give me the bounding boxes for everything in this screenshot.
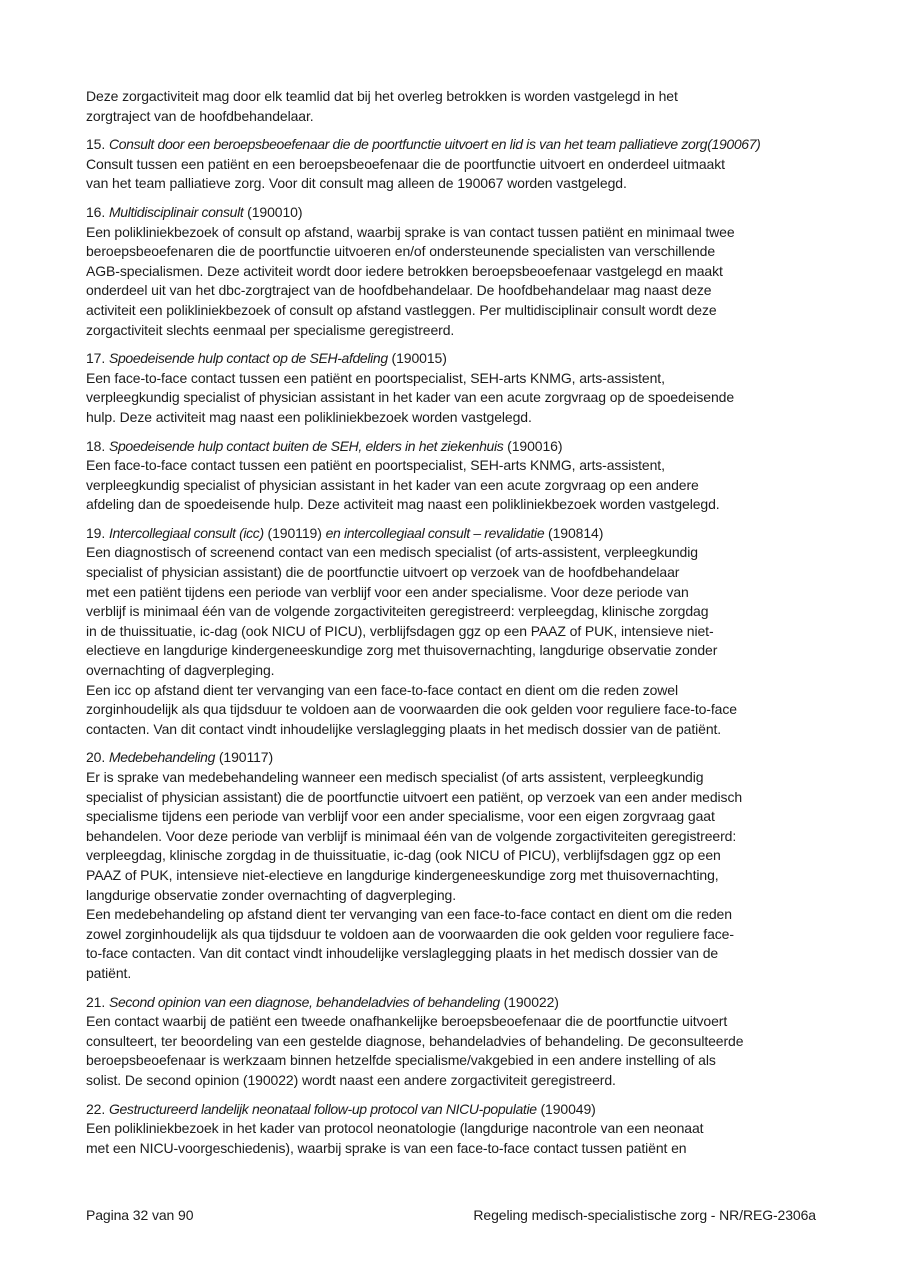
page-footer bbox=[86, 1207, 816, 1223]
heading-code: 21. bbox=[86, 993, 109, 1010]
text-line: Een polikliniekbezoek of consult op afstand, waarbij sprake is van contact tussen patiënt en minimaal twee bbox=[86, 223, 735, 240]
section-16 bbox=[86, 203, 834, 340]
section-17 bbox=[86, 349, 834, 427]
heading-title: Spoedeisende hulp contact buiten de SEH, elders in het ziekenhuis bbox=[108, 437, 504, 454]
text-line: PAAZ of PUK, intensieve niet-electieve en langdurige kindergeneeskundige zorg met thuisovernachting, bbox=[86, 866, 719, 883]
text-line: electieve en langdurige kindergeneeskundige zorg met thuisovernachting, langdurige observatie zonder bbox=[86, 642, 718, 659]
heading-title: Medebehandeling bbox=[108, 749, 216, 766]
text-line: Deze zorgactiviteit mag door elk teamlid dat bij het overleg betrokken is worden vastgelegd in het bbox=[86, 88, 678, 104]
section-15 bbox=[86, 135, 834, 194]
heading-code: 17. bbox=[86, 350, 109, 367]
heading-title: Consult door een beroepsbeoefenaar die de poortfunctie uitvoert en lid is van het team palliatieve zorg(190067) bbox=[108, 136, 761, 153]
document-body bbox=[86, 87, 834, 1158]
text-line: overnachting of dagverpleging. bbox=[86, 662, 275, 679]
heading-code: 20. bbox=[86, 749, 109, 766]
text-line: Een contact waarbij de patiënt een tweede onafhankelijke beroepsbeoefenaar die de poortfunctie uitvoert bbox=[86, 1013, 728, 1030]
section-21 bbox=[86, 993, 834, 1091]
heading-code: (190016) bbox=[503, 437, 563, 454]
text-line: specialisme tijdens een periode van verblijf voor een ander specialisme, voor een eigen zorgvraag gaat bbox=[86, 808, 715, 825]
heading-code: (190119) bbox=[263, 524, 326, 541]
text-line: verpleegdag, klinische zorgdag in de thuissituatie, ic-dag (ook NICU of PICU), verblijfsdagen ggz op een bbox=[86, 847, 721, 864]
heading-code: 22. bbox=[86, 1100, 109, 1117]
text-line: zowel zorginhoudelijk als qua tijdsduur te voldoen aan de voorwaarden die ook gelden voor reguliere face- bbox=[86, 925, 734, 942]
text-line: onderdeel uit van het dbc-zorgtraject van de hoofdbehandelaar. De hoofdbehandelaar mag naast deze bbox=[86, 282, 712, 299]
section-18 bbox=[86, 437, 834, 515]
heading-title: Multidisciplinair consult bbox=[108, 203, 244, 220]
text-line: Consult tussen een patiënt en een beroepsbeoefenaar die de poortfunctie uitvoert en onderdeel uitmaakt bbox=[86, 155, 725, 172]
section-paragraph bbox=[86, 905, 834, 983]
text-line: Een face-to-face contact tussen een patiënt en poortspecialist, SEH-arts KNMG, arts-assistent, bbox=[86, 369, 665, 386]
heading-code: 18. bbox=[86, 437, 109, 454]
text-line: beroepsbeoefenaar is werkzaam binnen hetzelfde specialisme/vakgebied in een andere instelling of als bbox=[86, 1052, 716, 1069]
heading-code: 15. bbox=[86, 136, 109, 153]
heading-title: en intercollegiaal consult – revalidatie bbox=[325, 524, 545, 541]
text-line: verpleegkundig specialist of physician assistant in het kader van een acute zorgvraag op de spoedeisende bbox=[86, 389, 735, 406]
text-line: Een diagnostisch of screenend contact van een medisch specialist (of arts-assistent, verpleegkundig bbox=[86, 544, 698, 561]
text-line: specialist of physician assistant) die de poortfunctie uitvoert op verzoek van de hoofdbehandelaar bbox=[86, 564, 680, 581]
heading-code: 16. bbox=[86, 203, 109, 220]
section-22 bbox=[86, 1100, 834, 1159]
section-paragraph bbox=[86, 369, 834, 428]
text-line: Een medebehandeling op afstand dient ter vervanging van een face-to-face contact en dient om die reden bbox=[86, 906, 732, 923]
section-heading-20 bbox=[86, 748, 834, 768]
section-paragraph bbox=[86, 155, 834, 194]
text-line: beroepsbeoefenaren die de poortfunctie uitvoeren en/of ondersteunende specialisten van verschillende bbox=[86, 243, 716, 260]
text-line: Een icc op afstand dient ter vervanging van een face-to-face contact en dient om die reden zowel bbox=[86, 681, 678, 698]
text-line: Een polikliniekbezoek in het kader van protocol neonatologie (langdurige nacontrole van een neonaat bbox=[86, 1120, 704, 1137]
section-paragraph bbox=[86, 1119, 834, 1158]
text-line: verpleegkundig specialist of physician assistant in het kader van een acute zorgvraag op een andere bbox=[86, 476, 699, 493]
text-line: solist. De second opinion (190022) wordt naast een andere zorgactiviteit geregistreerd. bbox=[86, 1071, 616, 1088]
text-line: van het team palliatieve zorg. Voor dit consult mag alleen de 190067 worden vastgelegd. bbox=[86, 175, 627, 192]
heading-title: Gestructureerd landelijk neonataal follow-up protocol van NICU-populatie bbox=[108, 1100, 537, 1117]
heading-code: (190015) bbox=[387, 350, 447, 367]
heading-title: Spoedeisende hulp contact op de SEH-afdeling bbox=[108, 350, 388, 367]
heading-code: (190010) bbox=[243, 203, 303, 220]
intro-paragraph bbox=[86, 87, 834, 126]
heading-code: 19. bbox=[86, 524, 109, 541]
section-paragraph bbox=[86, 543, 834, 680]
section-19 bbox=[86, 524, 834, 740]
text-line: patiënt. bbox=[86, 964, 132, 981]
section-20 bbox=[86, 748, 834, 983]
text-line: verblijf is minimaal één van de volgende zorgactiviteiten geregistreerd: verpleegdag, klinische zorgdag bbox=[86, 603, 709, 620]
text-line: zorgtraject van de hoofdbehandelaar. bbox=[86, 107, 314, 124]
text-line: to-face contacten. Van dit contact vindt inhoudelijke verslaglegging plaats in het medisch dossier van de bbox=[86, 945, 719, 962]
heading-code: (190049) bbox=[536, 1100, 596, 1117]
section-paragraph bbox=[86, 456, 834, 515]
section-heading-17 bbox=[86, 349, 834, 369]
heading-code: (190117) bbox=[215, 749, 274, 766]
text-line: AGB-specialismen. Deze activiteit wordt door iedere betrokken beroepsbeoefenaar vastgelegd en maakt bbox=[86, 262, 723, 279]
text-line: zorginhoudelijk als qua tijdsduur te voldoen aan de voorwaarden die ook gelden voor reguliere face-to-face bbox=[86, 701, 737, 718]
text-line: behandelen. Voor deze periode van verblijf is minimaal één van de volgende zorgactiviteiten geregistreerd: bbox=[86, 827, 737, 844]
section-heading-16 bbox=[86, 203, 834, 223]
text-line: zorgactiviteit slechts eenmaal per specialisme geregistreerd. bbox=[86, 321, 455, 338]
text-line: Een face-to-face contact tussen een patiënt en poortspecialist, SEH-arts KNMG, arts-assistent, bbox=[86, 457, 665, 474]
section-paragraph bbox=[86, 223, 834, 341]
text-line: activiteit een polikliniekbezoek of consult op afstand vastleggen. Per multidisciplinair consult wordt deze bbox=[86, 301, 717, 318]
text-line: Er is sprake van medebehandeling wanneer een medisch specialist (of arts assistent, verpleegkundig bbox=[86, 769, 704, 785]
section-paragraph bbox=[86, 768, 834, 905]
section-paragraph bbox=[86, 1012, 834, 1090]
text-line: afdeling dan de spoedeisende hulp. Deze activiteit mag naast een polikliniekbezoek worden vastgelegd. bbox=[86, 496, 720, 513]
section-heading-15 bbox=[86, 135, 834, 155]
document-title: Regeling medisch-specialistische zorg - NR/REG-2306a bbox=[473, 1207, 816, 1223]
heading-title: Intercollegiaal consult (icc) bbox=[108, 524, 264, 541]
text-line: consulteert, ter beoordeling van een gestelde diagnose, behandeladvies of behandeling. De geconsulteerde bbox=[86, 1032, 744, 1049]
text-line: in de thuissituatie, ic-dag (ook NICU of PICU), verblijfsdagen ggz op een PAAZ of PUK, intensieve niet- bbox=[86, 622, 714, 639]
section-heading-19 bbox=[86, 524, 834, 544]
page-number: Pagina 32 van 90 bbox=[86, 1207, 194, 1223]
text-line: contacten. Van dit contact vindt inhoudelijke verslaglegging plaats in het medisch dossier van de patiënt. bbox=[86, 720, 722, 737]
heading-code: (190022) bbox=[499, 993, 559, 1010]
heading-title: Second opinion van een diagnose, behandeladvies of behandeling bbox=[108, 993, 500, 1010]
text-line: met een patiënt tijdens een periode van verblijf voor een ander specialisme. Voor deze periode van bbox=[86, 583, 689, 600]
text-line: specialist of physician assistant) die de poortfunctie uitvoert een patiënt, op verzoek van een ander medisch bbox=[86, 788, 743, 805]
text-line: langdurige observatie zonder overnachting of dagverpleging. bbox=[86, 886, 457, 903]
text-line: hulp. Deze activiteit mag naast een polikliniekbezoek worden vastgelegd. bbox=[86, 408, 532, 425]
section-heading-22 bbox=[86, 1100, 834, 1120]
section-heading-18 bbox=[86, 437, 834, 457]
text-line: met een NICU-voorgeschiedenis), waarbij sprake is van een face-to-face contact tussen patiënt en bbox=[86, 1139, 687, 1156]
heading-code: (190814) bbox=[544, 524, 604, 541]
section-heading-21 bbox=[86, 993, 834, 1013]
section-paragraph bbox=[86, 681, 834, 740]
